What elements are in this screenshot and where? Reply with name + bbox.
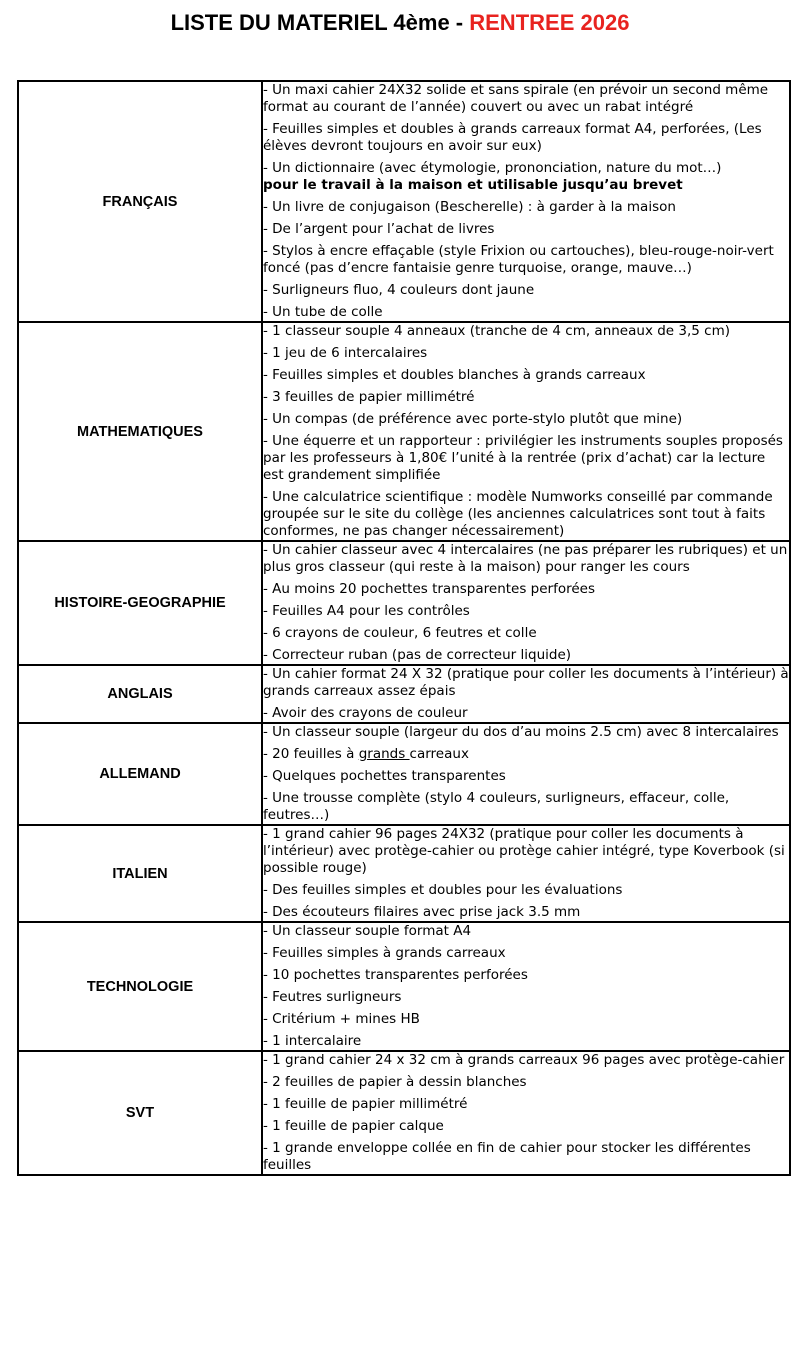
list-item: - 1 grand cahier 96 pages 24X32 (pratique pour coller les documents à l’intérieur) avec protège-cahier ou protège cahier intégré, type Koverbook (si possible rouge) bbox=[263, 826, 785, 876]
list-item: - 1 feuille de papier millimétré bbox=[263, 1096, 468, 1112]
title-main: LISTE DU MATERIEL 4ème - bbox=[170, 10, 470, 35]
list-item: - Au moins 20 pochettes transparentes perforées bbox=[263, 581, 596, 597]
list-item-text: - Un dictionnaire (avec étymologie, prononciation, nature du mot…) bbox=[263, 160, 722, 176]
list-item: - Feuilles simples à grands carreaux bbox=[263, 945, 506, 961]
list-item: - 1 feuille de papier calque bbox=[263, 1118, 444, 1134]
page-title bbox=[0, 8, 800, 38]
list-item: - 1 grand cahier 24 x 32 cm à grands carreaux 96 pages avec protège-cahier bbox=[263, 1052, 785, 1068]
list-item: - 3 feuilles de papier millimétré bbox=[263, 389, 475, 405]
title-highlight: RENTREE 2026 bbox=[469, 10, 630, 35]
subject-items bbox=[262, 665, 790, 723]
list-item: - 2 feuilles de papier à dessin blanches bbox=[263, 1074, 527, 1090]
subject-name: HISTOIRE-GEOGRAPHIE bbox=[18, 541, 262, 665]
list-item: - Quelques pochettes transparentes bbox=[263, 768, 506, 784]
supply-list-table bbox=[17, 80, 791, 1176]
subject-items bbox=[262, 922, 790, 1051]
subject-name: MATHEMATIQUES bbox=[18, 322, 262, 541]
list-item: - Feuilles simples et doubles blanches à grands carreaux bbox=[263, 367, 646, 383]
list-item: - Des feuilles simples et doubles pour les évaluations bbox=[263, 882, 623, 898]
list-item: - Correcteur ruban (pas de correcteur liquide) bbox=[263, 647, 572, 663]
list-item-text: - 20 feuilles à bbox=[263, 746, 359, 762]
subject-items bbox=[262, 825, 790, 922]
subject-name: ANGLAIS bbox=[18, 665, 262, 723]
list-item bbox=[263, 160, 789, 194]
list-item: - Avoir des crayons de couleur bbox=[263, 705, 468, 721]
subject-name: ITALIEN bbox=[18, 825, 262, 922]
subject-items bbox=[262, 322, 790, 541]
subject-items bbox=[262, 723, 790, 825]
list-item: - 1 intercalaire bbox=[263, 1033, 362, 1049]
list-item: - 1 grande enveloppe collée en fin de cahier pour stocker les différentes feuilles bbox=[263, 1140, 751, 1173]
list-item: - Un cahier format 24 X 32 (pratique pour coller les documents à l’intérieur) à grands carreaux assez épais bbox=[263, 666, 789, 699]
subject-row-mathematiques bbox=[18, 322, 790, 541]
list-item: - Surligneurs fluo, 4 couleurs dont jaune bbox=[263, 282, 535, 298]
list-item: - Un livre de conjugaison (Bescherelle) : à garder à la maison bbox=[263, 199, 676, 215]
subject-row-anglais bbox=[18, 665, 790, 723]
list-item: - Un classeur souple (largeur du dos d’au moins 2.5 cm) avec 8 intercalaires bbox=[263, 724, 779, 740]
list-item: - 1 classeur souple 4 anneaux (tranche de 4 cm, anneaux de 3,5 cm) bbox=[263, 323, 730, 339]
list-item: - Une calculatrice scientifique : modèle Numworks conseillé par commande groupée sur le site du collège (les anciennes calculatrices sont tout à faits conformes, ne pas changer nécessairement) bbox=[263, 489, 773, 539]
underlined-word: grands bbox=[358, 746, 410, 762]
list-item bbox=[263, 746, 789, 763]
list-item: - Feutres surligneurs bbox=[263, 989, 402, 1005]
subject-row-svt bbox=[18, 1051, 790, 1175]
list-item: - 1 jeu de 6 intercalaires bbox=[263, 345, 428, 361]
subject-row-histoire-geographie bbox=[18, 541, 790, 665]
subject-items bbox=[262, 81, 790, 322]
subject-name: TECHNOLOGIE bbox=[18, 922, 262, 1051]
list-item: - Un cahier classeur avec 4 intercalaires (ne pas préparer les rubriques) et un plus gros classeur (qui reste à la maison) pour ranger les cours bbox=[263, 542, 788, 575]
list-item: - Une équerre et un rapporteur : privilégier les instruments souples proposés par les professeurs à 1,80€ l’unité à la rentrée (prix d’achat) car la lecture est grandement simplifiée bbox=[263, 433, 783, 483]
list-item: - Feuilles simples et doubles à grands carreaux format A4, perforées, (Les élèves devront toujours en avoir sur eux) bbox=[263, 121, 762, 154]
list-item: - Un classeur souple format A4 bbox=[263, 923, 472, 939]
subject-name: SVT bbox=[18, 1051, 262, 1175]
subject-row-allemand bbox=[18, 723, 790, 825]
list-item: - Critérium + mines HB bbox=[263, 1011, 420, 1027]
list-item: - De l’argent pour l’achat de livres bbox=[263, 221, 495, 237]
subject-row-francais bbox=[18, 81, 790, 322]
dictionary-note: pour le travail à la maison et utilisable jusqu’au brevet bbox=[263, 177, 683, 193]
list-item: - Des écouteurs filaires avec prise jack 3.5 mm bbox=[263, 904, 581, 920]
list-item: - Feuilles A4 pour les contrôles bbox=[263, 603, 470, 619]
subject-items bbox=[262, 1051, 790, 1175]
list-item: - 10 pochettes transparentes perforées bbox=[263, 967, 528, 983]
subject-items bbox=[262, 541, 790, 665]
subject-row-italien bbox=[18, 825, 790, 922]
list-item: - Une trousse complète (stylo 4 couleurs, surligneurs, effaceur, colle, feutres…) bbox=[263, 790, 730, 823]
list-item: - 6 crayons de couleur, 6 feutres et colle bbox=[263, 625, 537, 641]
list-item: - Un maxi cahier 24X32 solide et sans spirale (en prévoir un second même format au courant de l’année) couvert ou avec un rabat intégré bbox=[263, 82, 769, 115]
subject-name: FRANÇAIS bbox=[18, 81, 262, 322]
subject-row-technologie bbox=[18, 922, 790, 1051]
list-item: - Un tube de colle bbox=[263, 304, 383, 320]
list-item: - Un compas (de préférence avec porte-stylo plutôt que mine) bbox=[263, 411, 683, 427]
list-item-text-end: carreaux bbox=[409, 746, 469, 762]
subject-name: ALLEMAND bbox=[18, 723, 262, 825]
list-item: - Stylos à encre effaçable (style Frixion ou cartouches), bleu-rouge-noir-vert foncé (pas d’encre fantaisie genre turquoise, orange, mauve…) bbox=[263, 243, 774, 276]
